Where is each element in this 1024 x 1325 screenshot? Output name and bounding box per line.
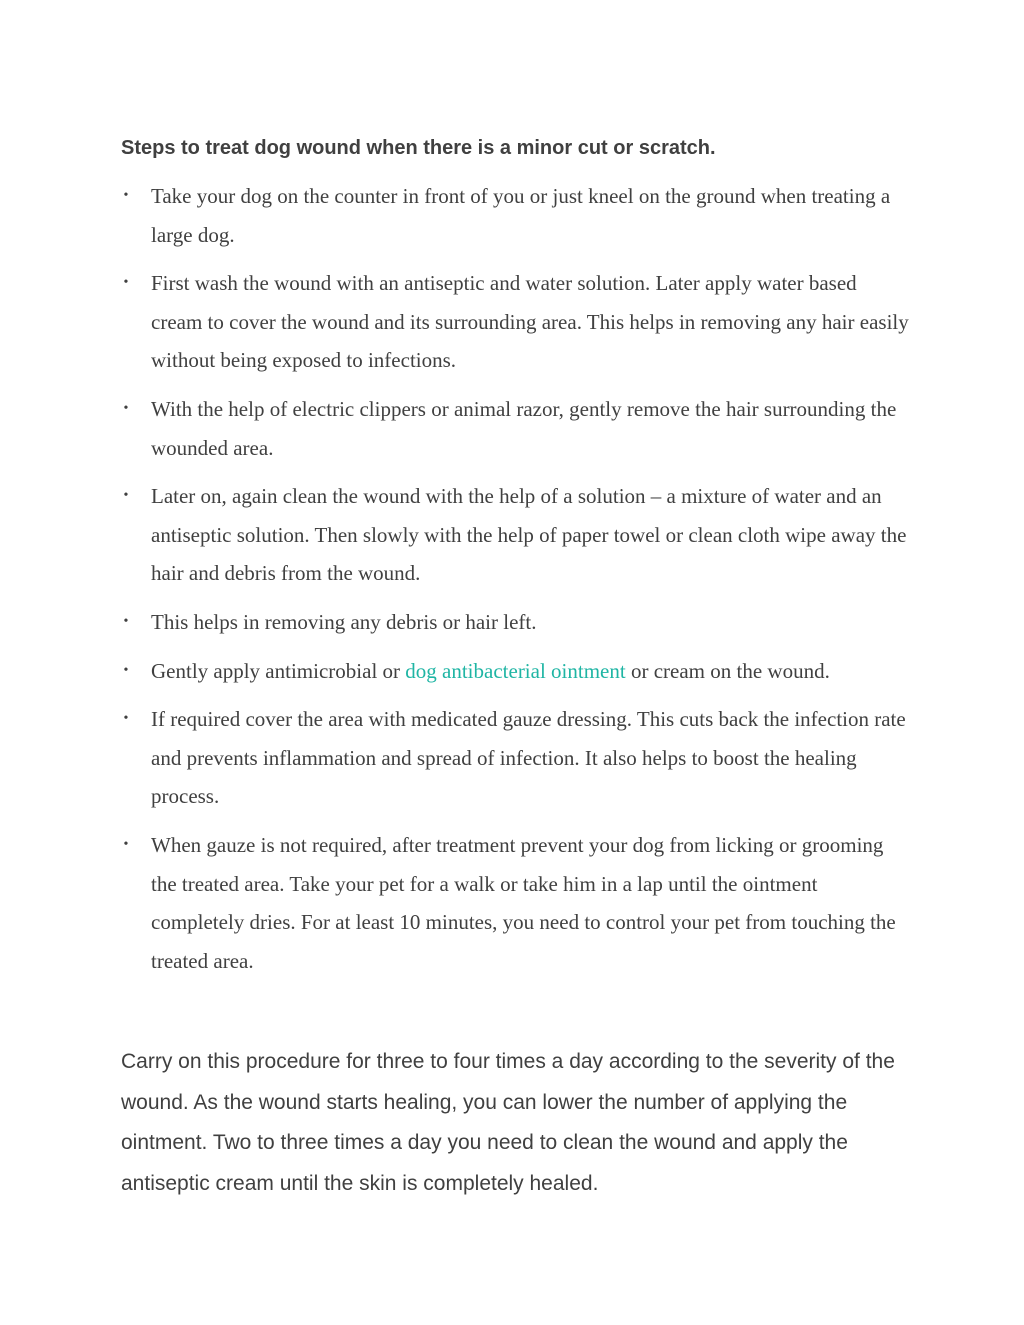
list-item	[121, 390, 911, 467]
bullet-icon: •	[123, 836, 129, 852]
list-item-text: When gauze is not required, after treatment prevent your dog from licking or grooming the treated area. Take your pet for a walk or take him in a lap until the ointment completely dries. For at least 10 minutes, you need to control your pet from touching the treated area.	[151, 832, 896, 973]
list-item	[121, 177, 911, 254]
bullet-icon: •	[123, 400, 129, 416]
list-item	[121, 477, 911, 593]
bullet-icon: •	[123, 613, 129, 629]
bullet-icon: •	[123, 488, 129, 504]
list-item	[121, 826, 911, 980]
closing-paragraph: Carry on this procedure for three to four times a day according to the severity of the wound. As the wound starts healing, you can lower the number of applying the ointment. Two to three times a day you need to clean the wound and apply the antiseptic cream until the skin is completely healed.	[121, 1050, 895, 1196]
dog-antibacterial-ointment-link[interactable]: dog antibacterial ointment	[405, 658, 626, 683]
bullet-icon: •	[123, 275, 129, 291]
bullet-icon: •	[123, 188, 129, 203]
list-item-text: This helps in removing any debris or hair left.	[151, 609, 537, 634]
list-item	[121, 652, 911, 691]
list-item-text: Later on, again clean the wound with the help of a solution – a mixture of water and an antiseptic solution. Then slowly with the help of paper towel or clean cloth wipe away the hair and debris from the wound.	[151, 484, 907, 586]
list-item-text-before: Gently apply antimicrobial or	[151, 658, 406, 683]
list-item	[121, 603, 911, 642]
list-item-text: Take your dog on the counter in front of you or just kneel on the ground when treating a large dog.	[151, 184, 891, 247]
list-item-text: With the help of electric clippers or animal razor, gently remove the hair surrounding the wounded area.	[151, 396, 897, 460]
bullet-icon: •	[123, 711, 129, 727]
list-item-text: If required cover the area with medicated gauze dressing. This cuts back the infection rate and prevents inflammation and spread of infection. It also helps to boost the healing process.	[151, 707, 906, 809]
section-heading: Steps to treat dog wound when there is a minor cut or scratch.	[121, 137, 716, 159]
bullet-icon: •	[123, 662, 129, 678]
steps-list	[121, 177, 911, 990]
list-item	[121, 264, 911, 380]
list-item	[121, 700, 911, 816]
list-item-text-after: or cream on the wound.	[625, 658, 830, 683]
list-item-text: First wash the wound with an antiseptic and water solution. Later apply water based cream to cover the wound and its surrounding area. This helps in removing any hair easily without being exposed to infections.	[151, 271, 909, 373]
